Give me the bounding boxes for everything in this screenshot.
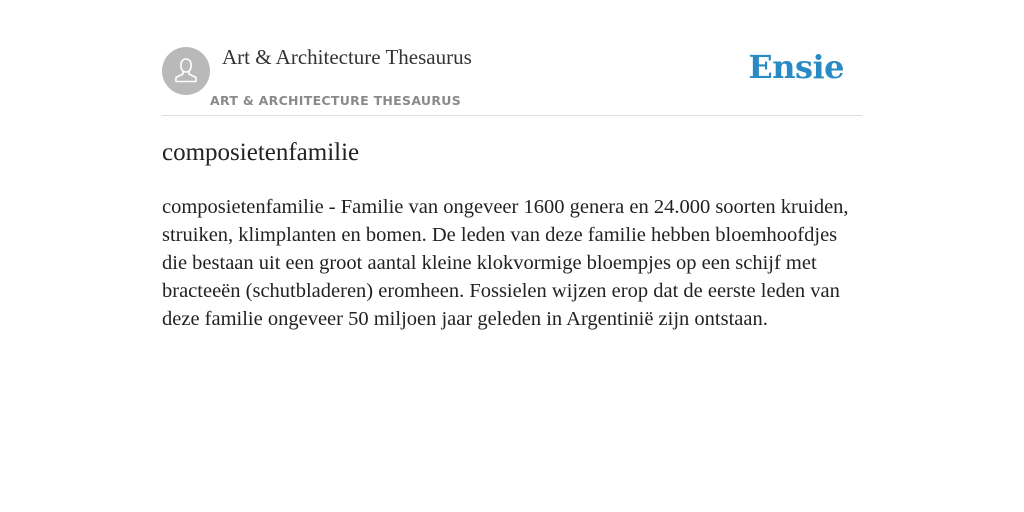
user-icon [162,47,210,95]
definition-text: composietenfamilie - Familie van ongeveer 1600 genera en 24.000 soorten kruiden, struiken, klimplanten en bomen. De leden van deze familie hebben bloemhoofdjes die bestaan uit een groot aantal kleine klokvormige bloempjes op een schijf met bracteeën (schutbladeren) eromheen. Fossielen wijzen erop dat de eerste leden van deze familie ongeveer 50 miljoen jaar geleden in Argentinië zijn ontstaan. [162,196,849,330]
avatar[interactable] [162,47,210,95]
brand-logo[interactable]: Ensie [748,48,844,86]
page-title: composietenfamilie [162,139,360,166]
source-title[interactable]: Art & Architecture Thesaurus [222,45,472,69]
entry-card [162,0,862,330]
source-subtitle[interactable]: ART & ARCHITECTURE THESAURUS [210,93,462,108]
source-header [162,0,862,116]
